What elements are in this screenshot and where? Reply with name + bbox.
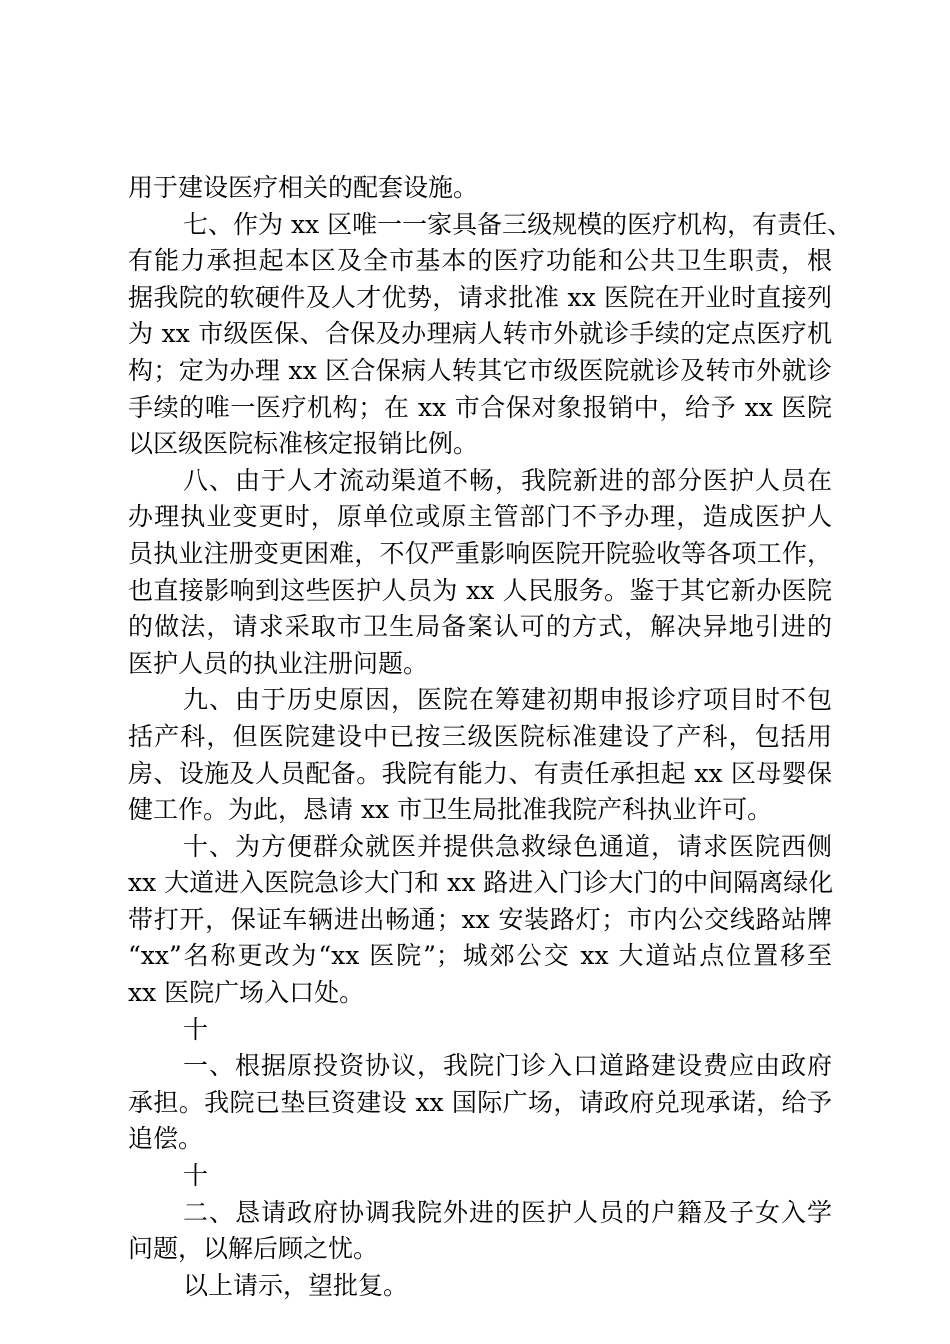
text-line: 构；定为办理 xx 区合保病人转其它市级医院就诊及转市外就诊 <box>128 355 832 385</box>
paragraph-p11-num <box>128 1012 832 1049</box>
text-line: 承担。我院已垫巨资建设 xx 国际广场，请政府兑现承诺，给予 <box>128 1087 832 1117</box>
text-line: 也直接影响到这些医护人员为 xx 人民服务。鉴于其它新办医院 <box>128 575 832 605</box>
paragraph-p10 <box>128 829 832 1012</box>
paragraph-p12-num <box>128 1158 832 1195</box>
text-line: 以区级医院标准核定报销比例。 <box>128 429 479 459</box>
text-line: 为 xx 市级医保、合保及办理病人转市外就诊手续的定点医疗机 <box>128 319 832 349</box>
text-line: xx 医院广场入口处。 <box>128 978 365 1008</box>
paragraph-p0 <box>128 170 832 207</box>
paragraph-p7 <box>128 207 853 463</box>
text-line: 用于建设医疗相关的配套设施。 <box>128 173 479 202</box>
text-line: 十 <box>183 1014 209 1044</box>
text-line: 问题，以解后顾之忧。 <box>128 1234 379 1264</box>
paragraph-p9 <box>128 682 832 828</box>
text-line: 医护人员的执业注册问题。 <box>128 648 429 678</box>
text-line: 的做法，请求采取市卫生局备案认可的方式，解决异地引进的 <box>128 612 832 642</box>
text-line: 一、根据原投资协议，我院门诊入口道路建设费应由政府 <box>183 1051 832 1081</box>
text-line: 有能力承担起本区及全市基本的医疗功能和公共卫生职责，根 <box>128 246 832 276</box>
text-line: 括产科，但医院建设中已按三级医院标准建设了产科，包括用 <box>128 721 832 751</box>
text-line: 健工作。为此，恳请 xx 市卫生局批准我院产科执业许可。 <box>128 795 773 825</box>
text-line: 七、作为 xx 区唯一一家具备三级规模的医疗机构，有责任、 <box>183 209 853 239</box>
text-line: “xx”名称更改为“xx 医院”；城郊公交 xx 大道站点位置移至 <box>128 941 832 971</box>
text-line: 追偿。 <box>128 1124 204 1154</box>
text-line: 九、由于历史原因，医院在筹建初期申报诊疗项目时不包 <box>183 685 832 715</box>
text-line: 房、设施及人员配备。我院有能力、有责任承担起 xx 区母婴保 <box>128 758 832 788</box>
text-line: 以上请示，望批复。 <box>183 1270 409 1300</box>
paragraph-p11 <box>128 1048 832 1158</box>
text-line: 二、恳请政府协调我院外进的医护人员的户籍及子女入学 <box>183 1197 832 1227</box>
text-line: 八、由于人才流动渠道不畅，我院新进的部分医护人员在 <box>183 465 832 495</box>
text-line: 手续的唯一医疗机构；在 xx 市合保对象报销中，给予 xx 医院 <box>128 392 832 422</box>
text-line: xx 大道进入医院急诊大门和 xx 路进入门诊大门的中间隔离绿化 <box>128 868 834 898</box>
text-line: 带打开，保证车辆进出畅通；xx 安装路灯；市内公交线路站牌 <box>128 904 832 934</box>
paragraph-p12 <box>128 1195 832 1268</box>
text-line: 员执业注册变更困难，不仅严重影响医院开院验收等各项工作， <box>128 538 832 568</box>
paragraph-p8 <box>128 463 832 683</box>
text-line: 据我院的软硬件及人才优势，请求批准 xx 医院在开业时直接列 <box>128 282 832 312</box>
text-line: 十、为方便群众就医并提供急救绿色通道，请求医院西侧 <box>183 831 832 861</box>
paragraph-closing <box>128 1268 832 1305</box>
text-line: 十 <box>183 1161 209 1191</box>
text-line: 办理执业变更时，原单位或原主管部门不予办理，造成医护人 <box>128 502 832 532</box>
document-body <box>128 170 853 1304</box>
